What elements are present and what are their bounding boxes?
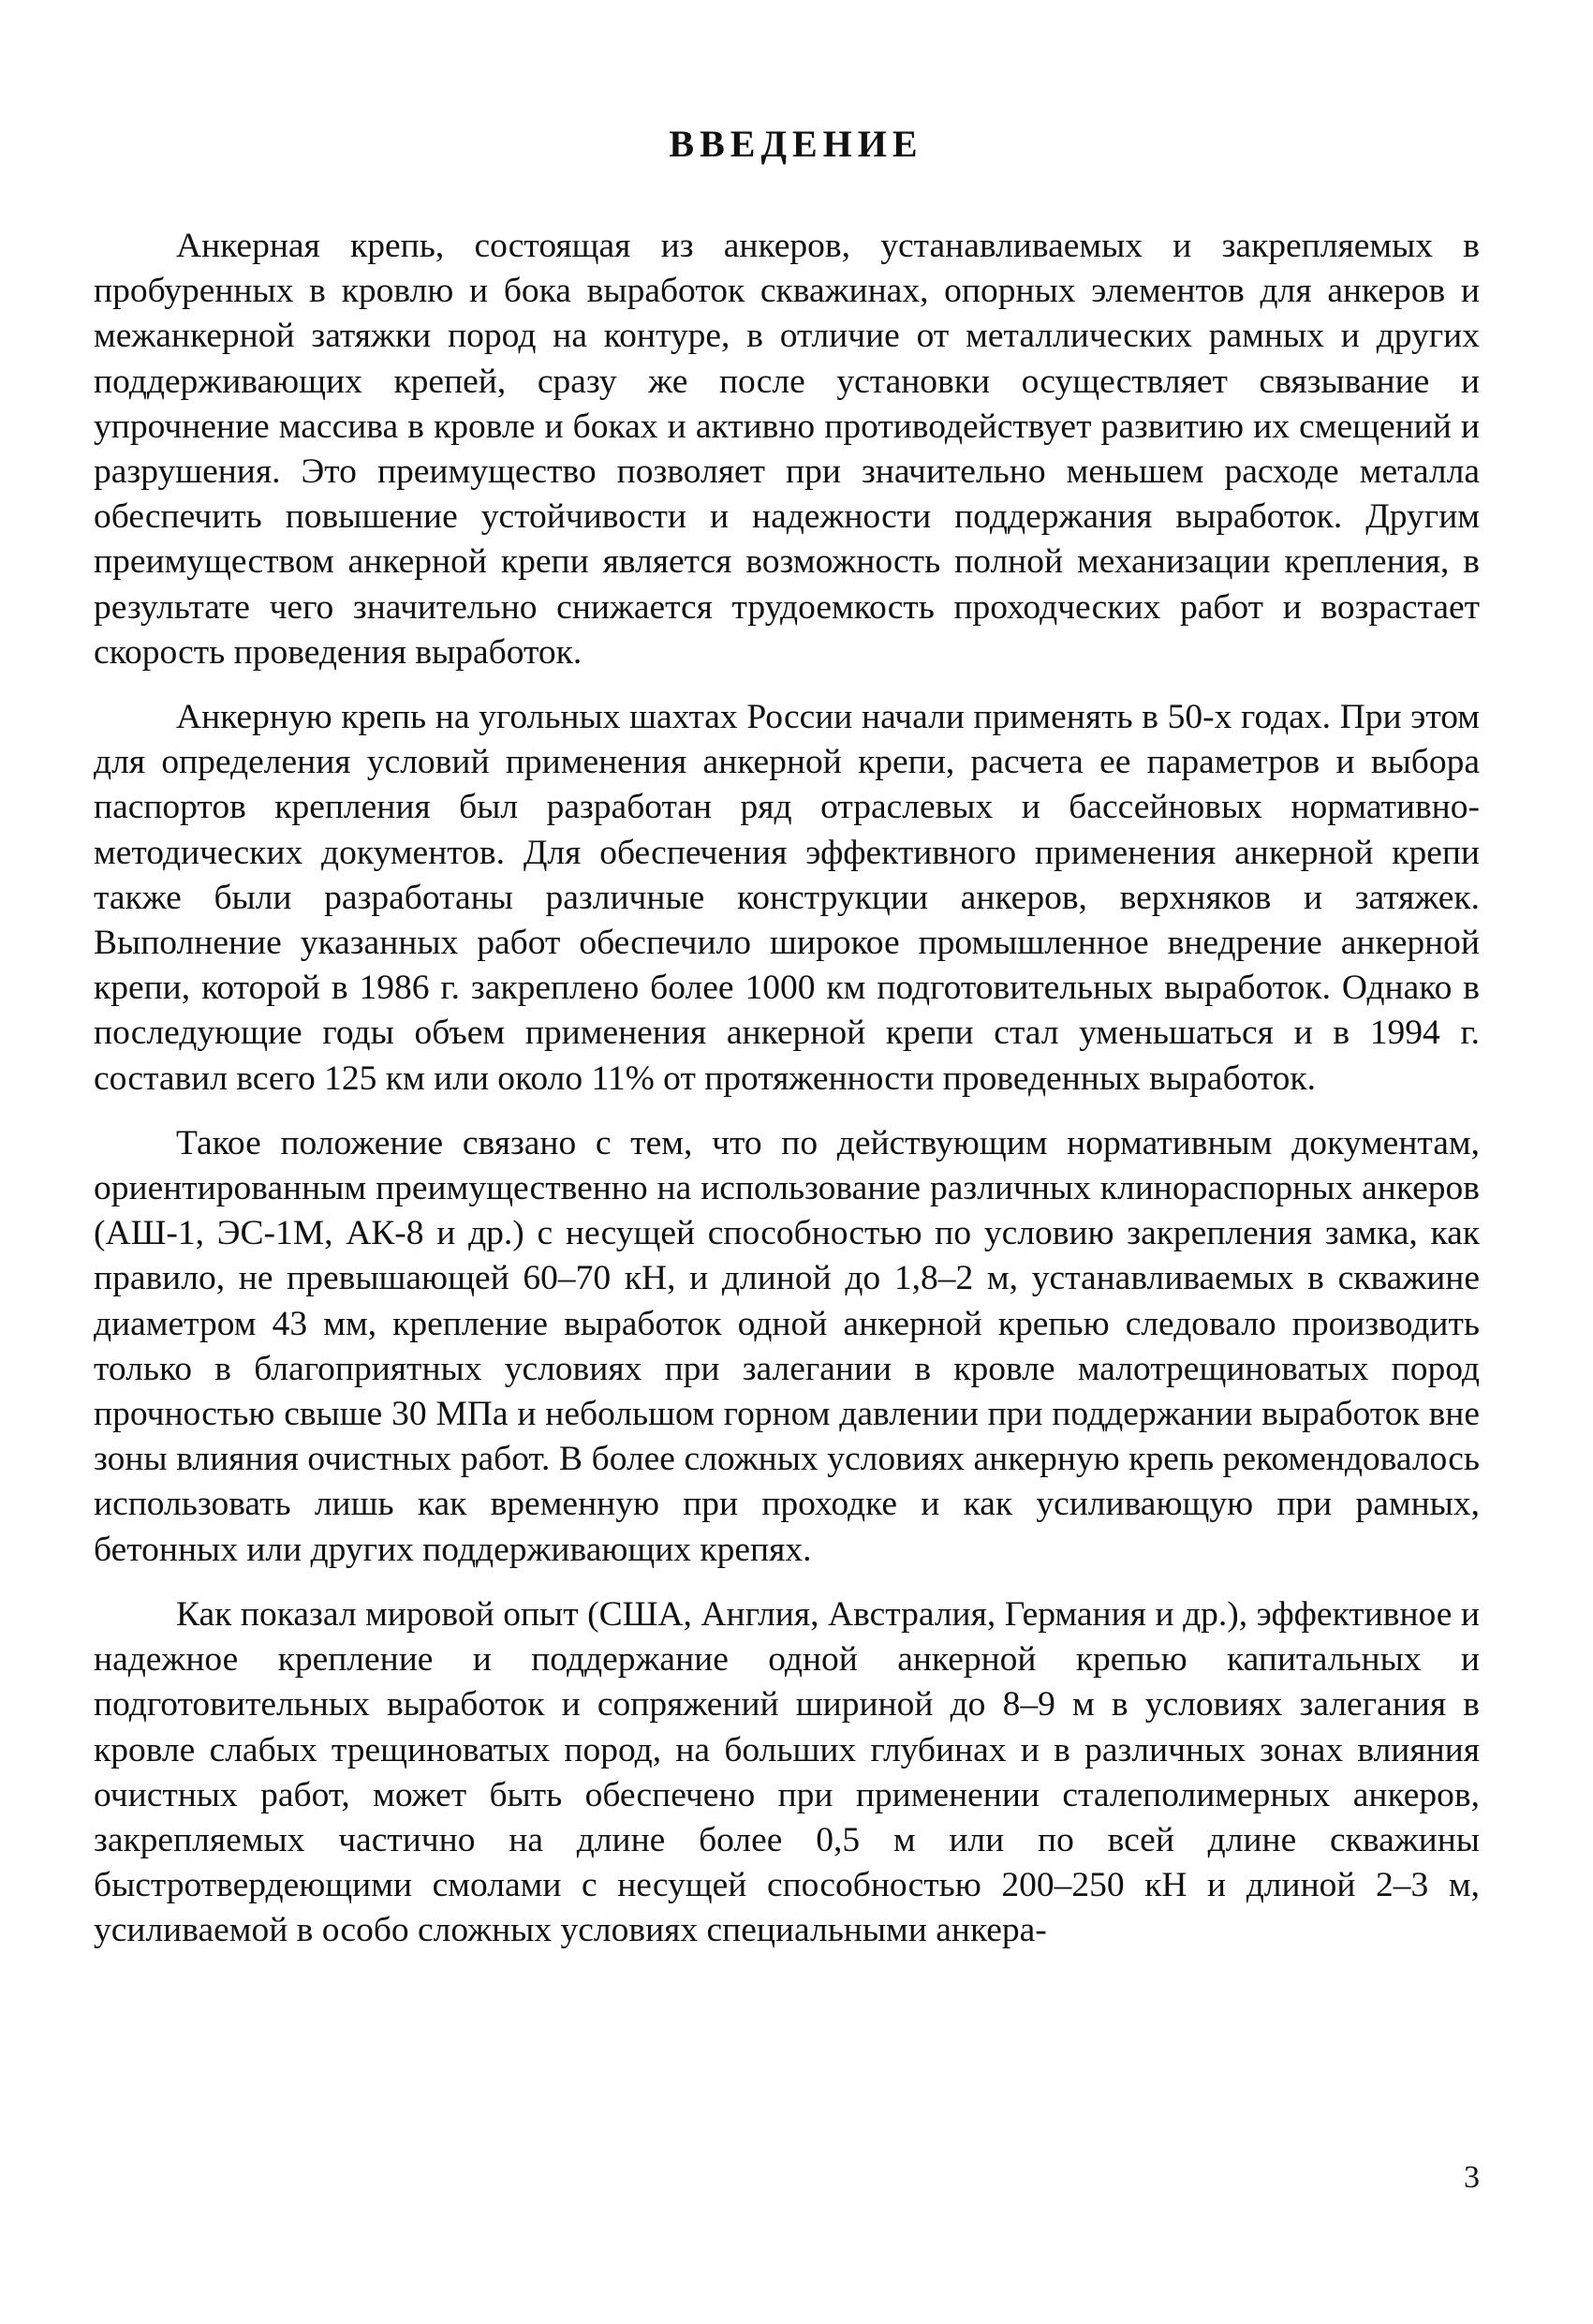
paragraph-4: Как показал мировой опыт (США, Англия, Австралия, Германия и др.), эффективное и надежное крепление и поддержание одной анкерной крепью капитальных и подготовительных выработок и сопряжений шириной до 8–9 м в условиях залегания в кровле слабых трещиноватых пород, на больших глубинах и в различных зонах влияния очистных работ, может быть обеспечено при применении сталеполимерных анкеров, закрепляемых частично на длине более 0,5 м или по всей длине скважины быстротвердеющими смолами с несущей способностью 200–250 кН и длиной 2–3 м, усиливаемой в особо сложных условиях специальными анкера-: [94, 1594, 1480, 1950]
paragraph-2: Анкерную крепь на угольных шахтах России начали применять в 50-х годах. При этом для определения условий применения анкерной крепи, расчета ее параметров и выбора паспортов крепления был разработан ряд отраслевых и бассейновых нормативно-методических документов. Для обеспечения эффективного применения анкерной крепи также были разработаны различные конструкции анкеров, верхняков и затяжек. Выполнение указанных работ обеспечило широкое промышленное внедрение анкерной крепи, которой в 1986 г. закреплено более 1000 км подготовительных выработок. Однако в последующие годы объем применения анкерной крепи стал уменьшаться и в 1994 г. составил всего 125 км или около 11% от протяженности проведенных выработок.: [94, 698, 1480, 1098]
document-page: [94, 122, 1480, 1974]
page-number: 3: [1464, 2160, 1480, 2195]
paragraph-3: Такое положение связано с тем, что по действующим нормативным документам, ориентированным преимущественно на использование различных клинораспорных анкеров (АШ-1, ЭС-1М, АК-8 и др.) с несущей способностью по условию закрепления замка, как правило, не превышающей 60–70 кН, и длиной до 1,8–2 м, устанавливаемых в скважине диаметром 43 мм, крепление выработок одной анкерной крепью следовало производить только в благоприятных условиях при залегании в кровле малотрещиноватых пород прочностью свыше 30 МПа и небольшом горном давлении при поддержании выработок вне зоны влияния очистных работ. В более сложных условиях анкерную крепь рекомендовалось использовать лишь как временную при проходке и как усиливающую при рамных, бетонных или других поддерживающих крепях.: [94, 1123, 1480, 1569]
paragraph-1: Анкерная крепь, состоящая из анкеров, устанавливаемых и закрепляемых в пробуренных в кровлю и бока выработок скважинах, опорных элементов для анкеров и межанкерной затяжки пород на контуре, в отличие от металлических рамных и других поддерживающих крепей, сразу же после установки осуществляет связывание и упрочнение массива в кровле и боках и активно противодействует развитию их смещений и разрушения. Это преимущество позволяет при значительно меньшем расходе металла обеспечить повышение устойчивости и надежности поддержания выработок. Другим преимуществом анкерной крепи является возможность полной механизации крепления, в результате чего значительно снижается трудоемкость проходческих работ и возрастает скорость проведения выработок.: [94, 227, 1480, 672]
section-heading: ВВЕДЕНИЕ: [669, 123, 923, 165]
